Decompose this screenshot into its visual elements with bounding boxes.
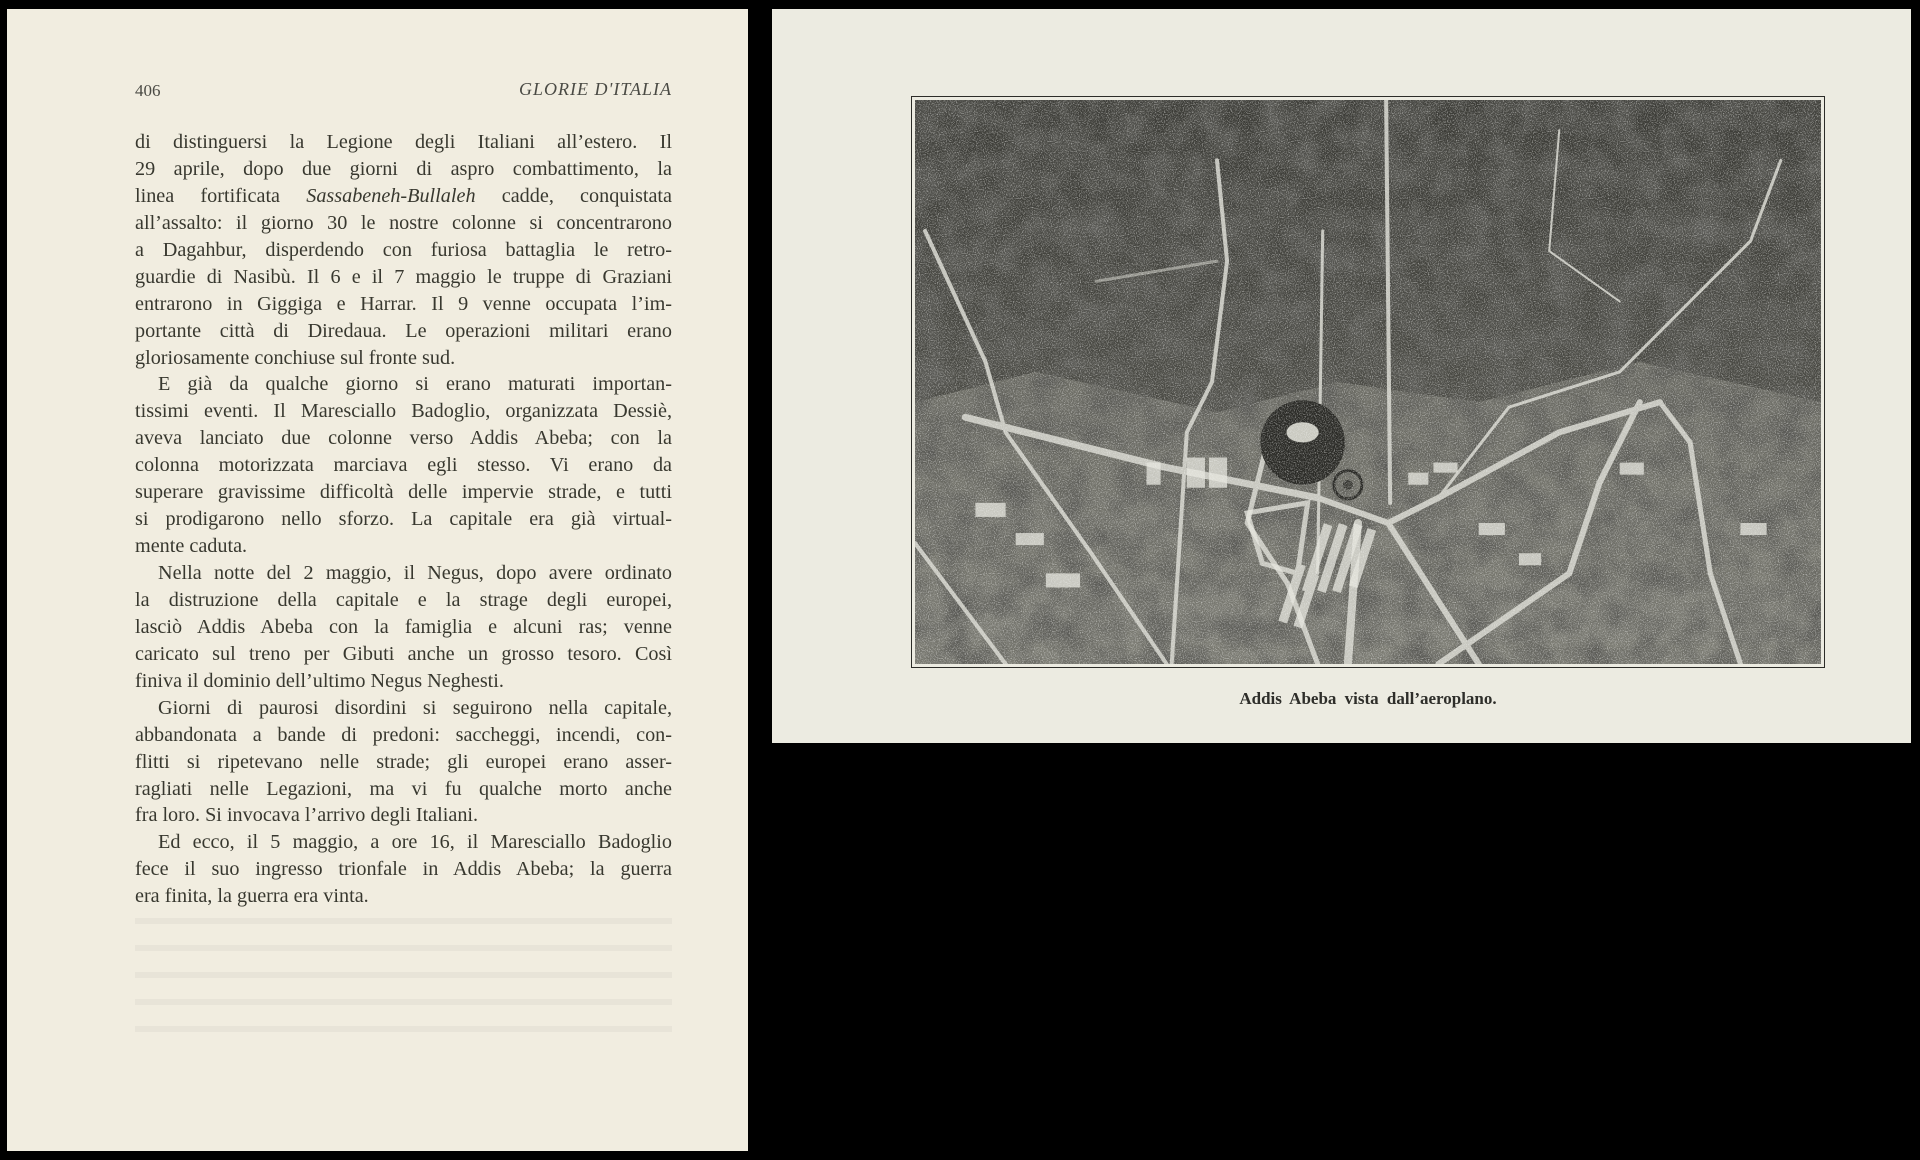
text-run: mente caduta.: [135, 535, 248, 558]
text-line: [135, 318, 672, 345]
text-line: [135, 829, 672, 856]
text-run: Ed ecco, il 5 maggio, a ore 16, il Maresciallo Badoglio: [158, 831, 672, 854]
text-line: [135, 560, 672, 587]
text-run: a Dagahbur, disperdendo con furiosa battaglia le retro-: [135, 238, 672, 261]
page-number: 406: [135, 81, 161, 100]
text-line: [135, 129, 672, 156]
show-through-text: [135, 904, 672, 1034]
text-line: [135, 668, 672, 695]
running-title: GLORIE D'ITALIA: [518, 79, 672, 99]
text-run: 29 aprile, dopo due giorni di aspro combattimento, la: [135, 157, 672, 180]
text-line: [135, 398, 672, 425]
text-run: caricato sul treno per Gibuti anche un grosso tesoro. Così: [135, 642, 672, 665]
text-line: [135, 722, 672, 749]
text-run: guardie di Nasibù. Il 6 e il 7 maggio le truppe di Graziani: [135, 265, 672, 288]
text-run: E già da qualche giorno si erano maturati importan-: [158, 373, 672, 396]
text-line: [135, 183, 672, 210]
text-run: la distruzione della capitale e la strage degli europei,: [135, 588, 672, 611]
text-line: [135, 371, 672, 398]
text-run: fece il suo ingresso trionfale in Addis Abeba; la guerra: [135, 858, 672, 881]
text-run: all’assalto: il giorno 30 le nostre colonne si concentrarono: [135, 211, 672, 234]
text-run: linea fortificata: [135, 184, 307, 207]
text-run: cadde, conquistata: [475, 184, 672, 207]
photo-grain: [915, 100, 1821, 664]
text-run: portante città di Diredaua. Le operazioni militari erano: [135, 319, 672, 342]
text-line: [135, 614, 672, 641]
text-line: [135, 802, 672, 829]
text-run: tissimi eventi. Il Maresciallo Badoglio, organizzata Dessiè,: [135, 400, 672, 423]
text-line: [135, 425, 672, 452]
text-run: finiva il dominio dell’ultimo Negus Neghesti.: [135, 669, 504, 692]
text-line: [135, 506, 672, 533]
text-run: Nella notte del 2 maggio, il Negus, dopo avere ordinato: [158, 562, 672, 584]
text-run: flitti si ripetevano nelle strade; gli europei erano asser-: [135, 750, 672, 773]
text-line: [135, 264, 672, 291]
text-line: [135, 237, 672, 264]
text-line: [135, 291, 672, 318]
text-line: [135, 641, 672, 668]
aerial-photo-icon: [915, 100, 1821, 664]
text-run: abbandonata a bande di predoni: saccheggi, incendi, con-: [135, 723, 672, 746]
text-line: [135, 856, 672, 883]
text-run: entrarono in Giggiga e Harrar. Il 9 venne occupata l’im-: [135, 292, 672, 315]
text-line: [135, 210, 672, 237]
text-run: si prodigarono nello sforzo. La capitale era già virtual-: [135, 508, 672, 531]
italic-place-name: Sassabeneh-Bullaleh: [306, 184, 476, 207]
text-line: [135, 156, 672, 183]
text-line: [135, 452, 672, 479]
text-line: [135, 587, 672, 614]
text-run: lasciò Addis Abeba con la famiglia e alcuni ras; venne: [135, 615, 672, 638]
text-run: di distinguersi la Legione degli Italiani all’estero. Il: [135, 131, 672, 153]
text-run: gloriosamente conchiuse sul fronte sud.: [135, 346, 456, 369]
photo-caption: Addis Abeba vista dall’aeroplano.: [1239, 689, 1497, 708]
text-line: [135, 749, 672, 776]
body-text: [135, 129, 672, 910]
text-line: [135, 533, 672, 560]
text-run: fra loro. Si invocava l’arrivo degli Italiani.: [135, 804, 479, 827]
text-line: [135, 695, 672, 722]
text-line: [135, 776, 672, 803]
text-run: ragliati nelle Legazioni, ma vi fu qualche morto anche: [135, 777, 672, 800]
text-run: colonna motorizzata marciava egli stesso. Vi erano da: [135, 454, 672, 477]
text-run: era finita, la guerra era vinta.: [135, 885, 369, 908]
text-run: aveva lanciato due colonne verso Addis Abeba; con la: [135, 427, 672, 450]
photo-frame: [911, 96, 1825, 668]
text-line: [135, 345, 672, 372]
running-head: [135, 77, 672, 107]
left-page: [7, 9, 748, 1151]
right-page: [772, 9, 1911, 743]
text-run: Giorni di paurosi disordini si seguirono nella capitale,: [158, 696, 672, 719]
text-run: superare gravissime difficoltà delle impervie strade, e tutti: [135, 481, 672, 504]
text-line: [135, 479, 672, 506]
